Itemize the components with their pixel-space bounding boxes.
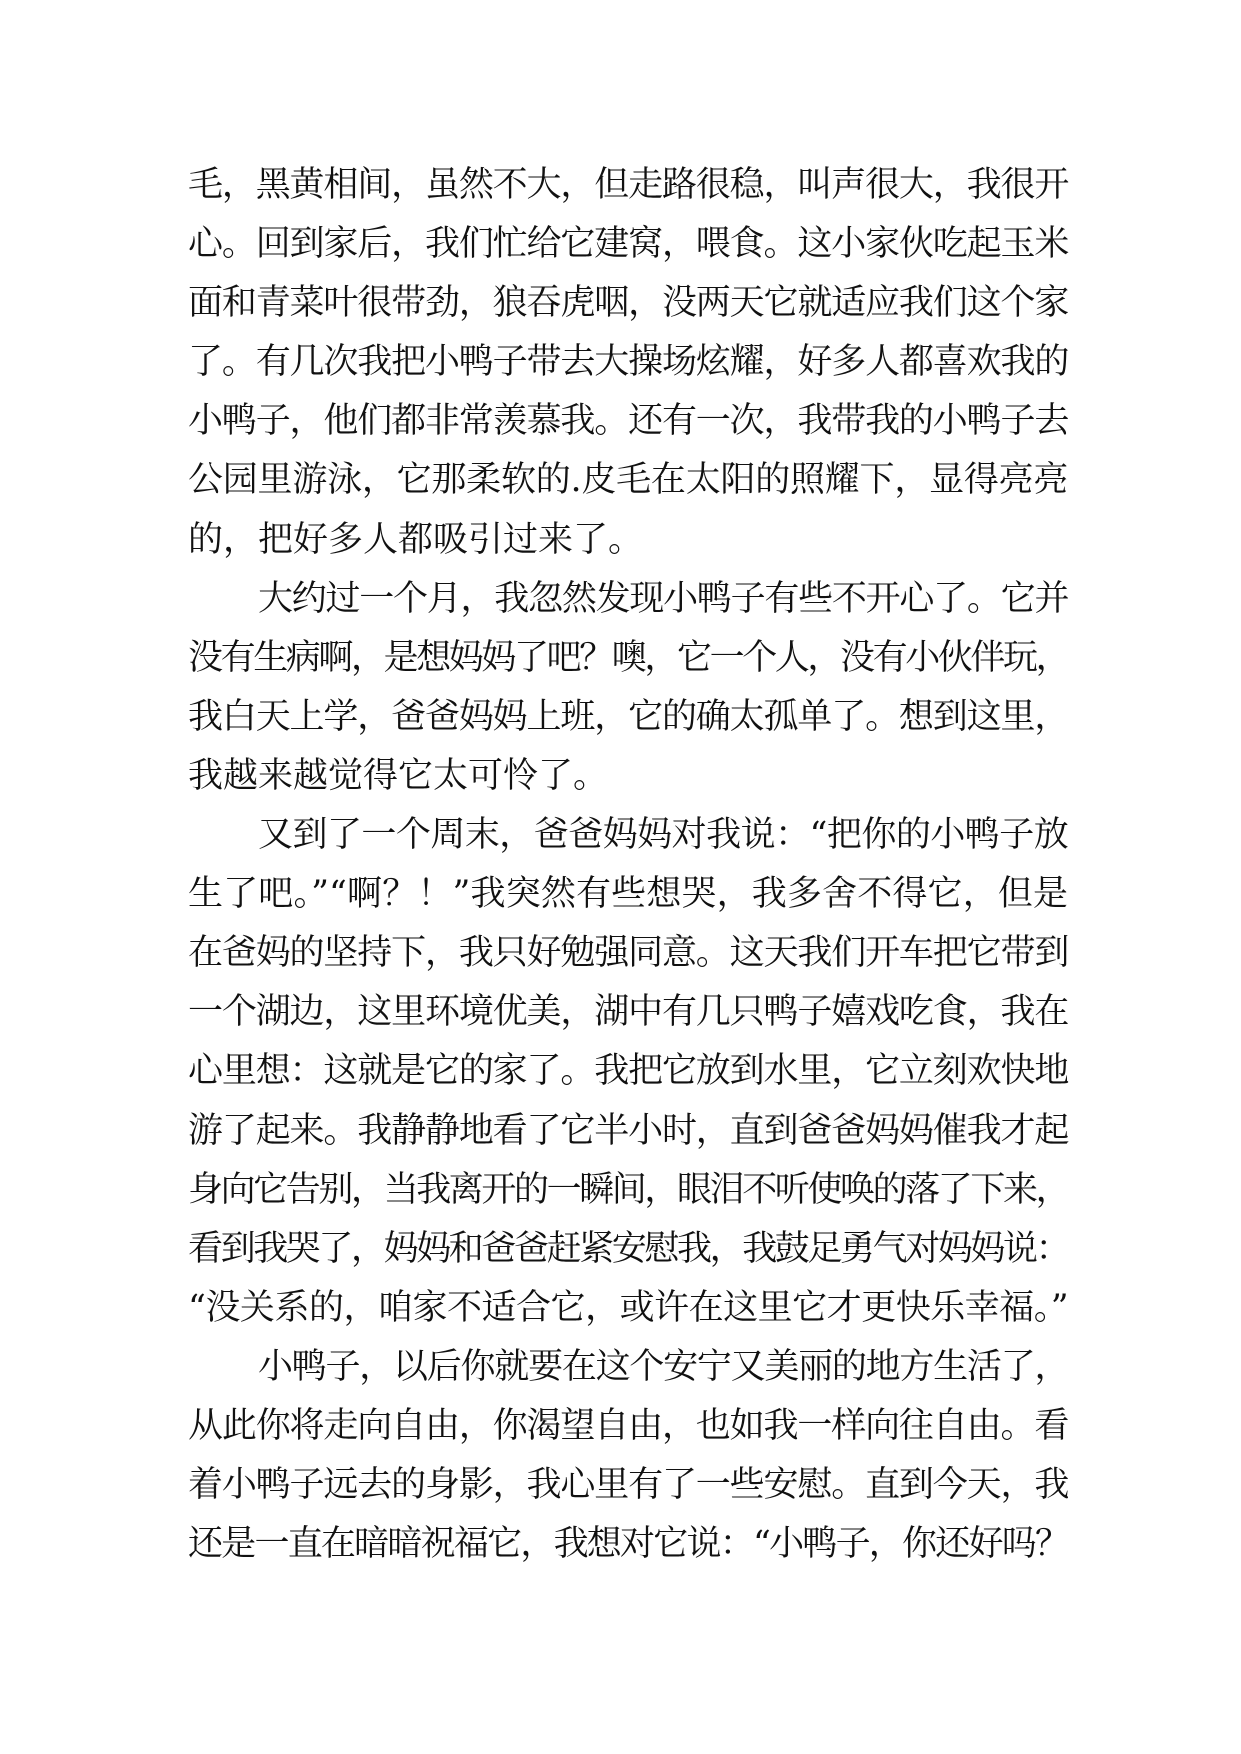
body-text bbox=[188, 156, 1068, 1574]
text-line: 生了吧。”“啊？！”我突然有些想哭，我多舍不得它，但是 bbox=[188, 874, 1068, 915]
text-line: 身向它告别，当我离开的一瞬间，眼泪不听使唤的落了下来， bbox=[188, 1169, 1068, 1210]
text-line: 着小鸭子远去的身影，我心里有了一些安慰。直到今天，我 bbox=[188, 1465, 1068, 1506]
text-line: 游了起来。我静静地看了它半小时，直到爸爸妈妈催我才起 bbox=[188, 1110, 1068, 1151]
text-line: 大约过一个月，我忽然发现小鸭子有些不开心了。它并 bbox=[258, 578, 1068, 619]
text-line: 小鸭子，以后你就要在这个安宁又美丽的地方生活了， bbox=[258, 1346, 1068, 1387]
text-line: 一个湖边，这里环境优美，湖中有几只鸭子嬉戏吃食，我在 bbox=[188, 992, 1068, 1033]
text-line: 心。回到家后，我们忙给它建窝，喂食。这小家伙吃起玉米 bbox=[188, 224, 1068, 265]
text-line: 毛，黑黄相间，虽然不大，但走路很稳，叫声很大，我很开 bbox=[188, 165, 1068, 205]
text-line: 面和青菜叶很带劲，狼吞虎咽，没两天它就适应我们这个家 bbox=[188, 283, 1068, 324]
text-line: 看到我哭了，妈妈和爸爸赶紧安慰我，我鼓足勇气对妈妈说： bbox=[188, 1228, 1068, 1269]
text-line: 没有生病啊，是想妈妈了吧？噢，它一个人，没有小伙伴玩， bbox=[188, 637, 1068, 678]
text-line: “没关系的，咱家不适合它，或许在这里它才更快乐幸福。” bbox=[188, 1287, 1068, 1328]
text-line: 我越来越觉得它太可怜了。 bbox=[188, 755, 609, 796]
text-line: 的，把好多人都吸引过来了。 bbox=[188, 519, 644, 560]
text-line: 还是一直在暗暗祝福它，我想对它说：“小鸭子，你还好吗？ bbox=[188, 1524, 1068, 1565]
text-line: 在爸妈的坚持下，我只好勉强同意。这天我们开车把它带到 bbox=[188, 933, 1068, 974]
text-line: 心里想：这就是它的家了。我把它放到水里，它立刻欢快地 bbox=[188, 1051, 1068, 1092]
text-line: 公园里游泳，它那柔软的.皮毛在太阳的照耀下，显得亮亮 bbox=[188, 460, 1068, 501]
text-line: 了。有几次我把小鸭子带去大操场炫耀，好多人都喜欢我的 bbox=[188, 342, 1068, 383]
text-line: 我白天上学，爸爸妈妈上班，它的确太孤单了。想到这里， bbox=[188, 696, 1068, 737]
text-line: 小鸭子，他们都非常羡慕我。还有一次，我带我的小鸭子去 bbox=[188, 401, 1068, 442]
text-line: 又到了一个周末，爸爸妈妈对我说：“把你的小鸭子放 bbox=[258, 815, 1068, 856]
text-line: 从此你将走向自由，你渴望自由，也如我一样向往自由。看 bbox=[188, 1405, 1068, 1446]
